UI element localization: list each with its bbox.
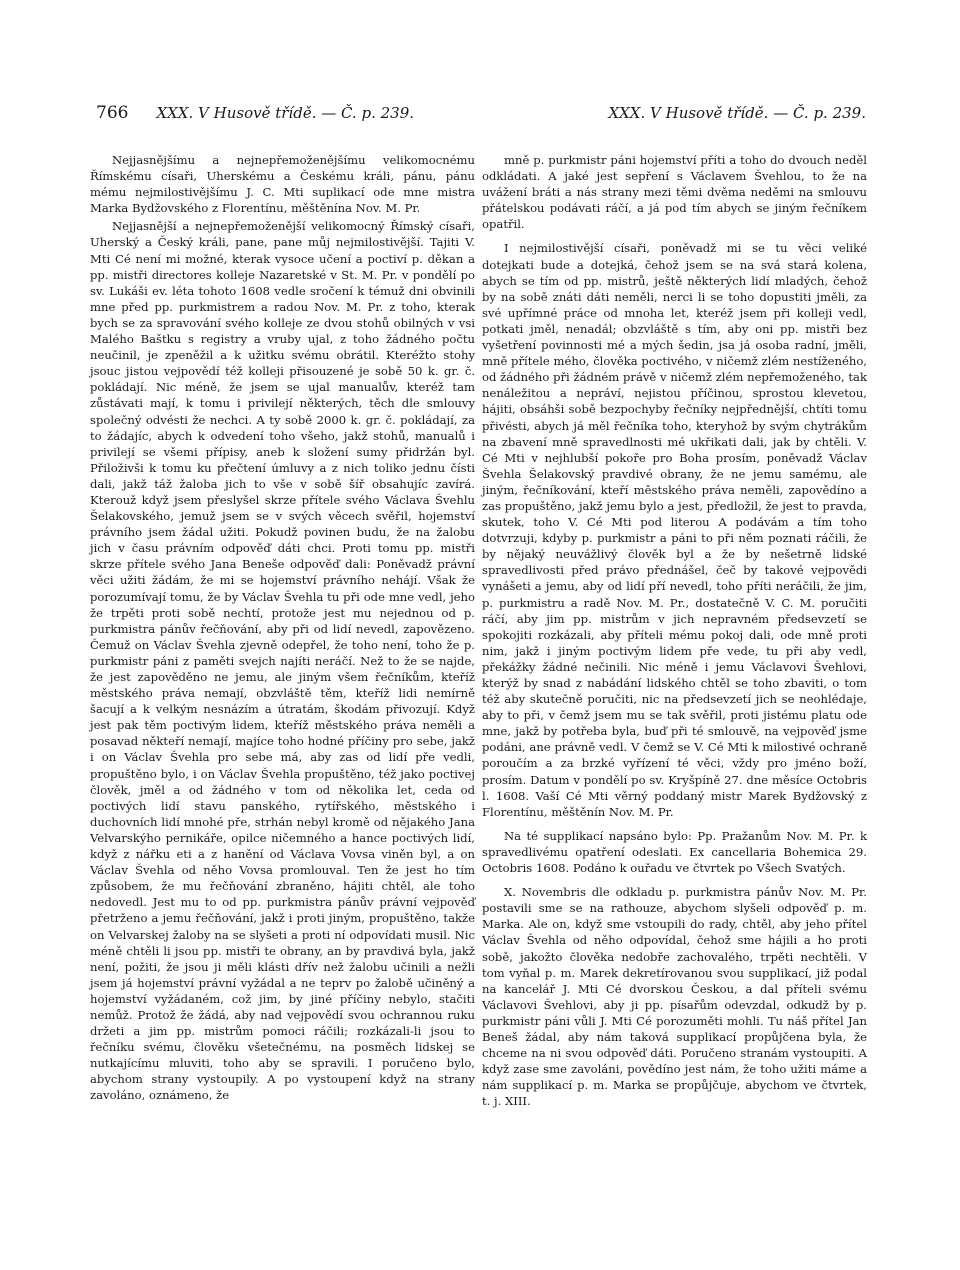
page-header <box>96 103 866 127</box>
right-column <box>482 152 867 1109</box>
running-title-right: XXX. V Husově třídě. — Č. p. 239. <box>608 104 866 122</box>
paragraph: I nejmilostivější císaři, poněvadž mi se tu věci veliké dotejkati bude a dotejká, čehož jsem se na svá stará kolena, abych se tím od pp. mistrů, ještě některých lidí mladých, čehož by na sobě znáti dáti neměli, nerci li se toho dopustiti jměli, za své upřímné práce od mnoha let, kteréž jsem při kolleji vedl, potkati jměl, nenadál; obzvláště s tím, aby oni pp. mistři bez vyšetření povinnosti mé a mých šedin, jsa já osoba radní, jměli, mně přítele mého, člověka poctivého, v ničemž zlém nestíženého, od žádného při žádném právě v ničemž zlém nepřemoženého, tak nenáležitou a nepráví, nejistou příčinou, sprostou klevetou, hájiti, obsáhši sobě bezpochyby řečníky nejpřednější, chtíti tomu přivésti, abych já měl řečníka toho, kteryhož by svým chytrákům na zbavení mně spravedlnosti mé ukřikati dali, jak by chtěli. V. Cé Mti v nejhlubší pokoře pro Boha prosím, poněvadž Václav Švehla Šelakovský pravdivé obrany, že ne jemu samému, ale jiným, řečníkování, kteří městského práva neměli, zapovědíno a zas propuštěno, jakž jemu bylo a jest, předložil, že jest to pravda, skutek, toho V. Cé Mti pod literou A podávám a tím toho dotvrzuji, kdyby p. purkmistr a páni to při něm poznati ráčili, že by nějaký neuvážlivý člověk byl a že by nešetrně lidské spravedlivosti před právo přednášel, čeč by takové vejpovědi vynášeti a jemu, aby od lidí pří nevedl, toho příti neráčili, že jim, p. purkmistru a radě Nov. M. Pr., dostatečně V. C. M. poručiti ráčí, aby jim pp. mistrům v jich nepravném předsevzetí se spokojiti rozkázali, aby příteli mému pokoj dali, ode mně proti nim, jakž i jiným poctivým lidem pře vede, tu při aby vedl, překážky žádné nečinili. Nic méně i jemu Václavovi Švehlovi, kterýž by snad z nabádání lidského chtěl se toho zbaviti, o tom též aby skutečně poručiti, nic na předsevzetí jich se neohlédaje, aby to při, v čemž jsem mu se tak svěřil, proti jistému platu ode mne, jakž by potřeba byla, buď při té smlouvě, na vejpověď jsme podáni, ane právně vedl. V čemž se V. Cé Mti k milostivé ochraně poroučím a za brzké vyřízení té věci, vždy pro jméno boží, prosím. Datum v pondělí po sv. Kryšpíně 27. dne měsíce Octobris l. 1608. Vaší Cé Mti věrný poddaný mistr Marek Bydžovský z Florentínu, měštěnín Nov. M. Pr. <box>482 241 867 819</box>
paragraph: mně p. purkmistr páni hojemství příti a toho do dvouch neděl odkládati. A jaké jest sepření s Václavem Švehlou, to že na uvážení bráti a nás strany mezi těmi dvěma neděmi na smlouvu přátelskou podávati ráčí, a já pod tím abych se jiným řečníkem opatřil. <box>482 153 867 232</box>
page-number: 766 <box>96 103 129 123</box>
paragraph: Nejjasnější a nejnepřemoženější velikomocný Římský císaři, Uherský a Český králi, pane, pane můj nejmilostivější. Tajiti V. Mti Cé není mi možné, kterak vysoce učení a poctiví p. děkan a pp. mistři directores kolleje Nazaretské v St. M. Pr. v pondělí po sv. Lukáši ev. léta tohoto 1608 vedle sročení k témuž dni obvinili mne před pp. purkmistrem a radou Nov. M. Pr. z toho, kterak bych se za spravování svého kolleje ze dvou stohů obilných v vsi Malého Baštku s registry a vruby ujal, z toho žádného počtu neučinil, je zpeněžil a k užitku svému obrátil. Kteréžto stohy jsouc jistou vejpovědí též kolleji přisouzené je sobě 50 k. gr. č. pokládají. Nic méně, že jsem se ujal manualův, kteréž tam zůstávati mají, k tomu i privilejí některých, těch dle smlouvy společný odvésti že nechci. A ty sobě 2000 k. gr. č. pokládají, za to žádajíc, abych k odvedení toho všeho, jakž stohů, manualů i privilejí se všemi přípisy, aneb k složení sumy přidržán byl. Přiloživši k tomu ku přečtení úmluvy a z nich toliko jednu čísti dali, jakž táž žaloba jich to vše v sobě šíř obsahujíc zavírá. Kterouž když jsem přeslyšel skrze přítele svého Václava Švehlu Šelakovského, jemuž jsem se v svých věcech svěřil, hojemství právního jsem žádal užiti. Pokudž povinen budu, že na žalobu jich v času právním odpověď dáti chci. Proti tomu pp. mistři skrze přítele svého Jana Beneše odpověď dali: Poněvadž právní věci užiti žádám, že mi se hojemství právního nehájí. Však že porozumívají tomu, že by Václav Švehla tu při ode mne vedl, jeho že trpěti proti sobě nechtí, protože jest mu nejednou od p. purkmistra pánův řečňování, aby při od lidí nevedl, zapovězeno. Čemuž on Václav Švehla zjevně odepřel, že toho není, toho že p. purkmistr páni z paměti svejch najíti neráčí. Než to že se najde, že jest zapověděno ne jemu, ale jiným všem řečníkům, kteříž městského práva nemají, obzvláště těm, kteříž lidi nemírně šacují a k velkým nesnázím a útratám, škodám přivozují. Když jest pak těm poctivým lidem, kteříž městského práva neměli a posavad někteří nemají, majíce toho hodné příčiny pro sebe, jakž i on Václav Švehla pro sebe má, aby zas od lidí pře vedli, propuštěno bylo, i on Václav Švehla propuštěno, též jako poctivej člověk, jměl a od žádného v tom od několika let, ceda od poctivých lidí stavu panského, rytířského, městského i duchovních lidí mnohé pře, strhán nebyl kromě od nějakého Jana Velvarskýho pernikáře, opilce ničemného a hance poctivých lidí, když z nářku eti a z hanění od Václava Vovsa viněn byl, a on Václav Švehla od něho Vovsa promlouval. Ten že jest ho tím způsobem, že mu řečňování zbraněno, hájiti chtěl, ale toho nedovedl. Jest mu to od pp. purkmistra pánův právní vejpověď přetrženo a jemu řečňování, jakž i proti jiným, propuštěno, takže on Velvarskej žaloby na se slyšeti a proti ní odpovídati musil. Nic méně chtěli li jsou pp. mistři te obrany, an by pravdivá byla, jakž není, požiti, že jsou ji měli klásti dřív než žalobu učinili a nežli jsem já hojemství právní vyžádal a ne teprv po žalobě učiněný a hojemství vyžádaném, což jim, by jiné příčiny nebylo, stačiti nemůž. Protož že žádá, aby nad vejpovědí svou ochrannou ruku držeti a jim pp. mistrům pomoci ráčili; rozkázali-li jsou to řečníku svému, člověku všetečnému, na posměch lidskej se nutkajícímu mluviti, toho aby se spravili. I poručeno bylo, abychom strany vystoupily. A po vystoupení když na strany zavoláno, oznámeno, že <box>90 219 475 1103</box>
left-column <box>90 152 475 1104</box>
paragraph: X. Novembris dle odkladu p. purkmistra pánův Nov. M. Pr. postavili sme se na rathouze, abychom slyšeli odpověď p. m. Marka. Ale on, když sme vstoupili do rady, chtěl, aby jeho přítel Václav Švehla od něho odpovídal, čehož sme hájili a ho proti sobě, jakožto člověka nedobře zachovalého, trpěti nechtěli. V tom vyňal p. m. Marek dekretírovanou svou supplikací, již podal na kancelář J. Mti Cé dvorskou Českou, a dal příteli svému Václavovi Švehlovi, aby ji pp. písařům odevzdal, odkudž by p. purkmistr páni vůli J. Mti Cé porozuměti mohli. Tu náš přítel Jan Beneš žádal, aby nám taková supplikací propůjčena byla, že chceme na ni svou odpověď dáti. Poručeno stranám vystoupiti. A když zase sme zavoláni, povědíno jest nám, že toho užiti máme a nám supplikací p. m. Marka se propůjčuje, abychom ve čtvrtek, t. j. XIII. <box>482 885 867 1109</box>
paragraph: Na té supplikací napsáno bylo: Pp. Pražanům Nov. M. Pr. k spravedlivému opatření odeslati. Ex cancellaria Bohemica 29. Octobris 1608. Podáno k ouřadu ve čtvrtek po Všech Svatých. <box>482 828 867 876</box>
running-title-left: XXX. V Husově třídě. — Č. p. 239. <box>156 104 415 122</box>
paragraph: Nejjasnějšímu a nejnepřemoženějšímu velikomocnému Římskému císaři, Uherskému a Českému králi, pánu, pánu mému nejmilostivějšímu J. C. Mti suplikací ode mne mistra Marka Bydžovského z Florentínu, měštěnína Nov. M. Pr. <box>90 153 475 216</box>
